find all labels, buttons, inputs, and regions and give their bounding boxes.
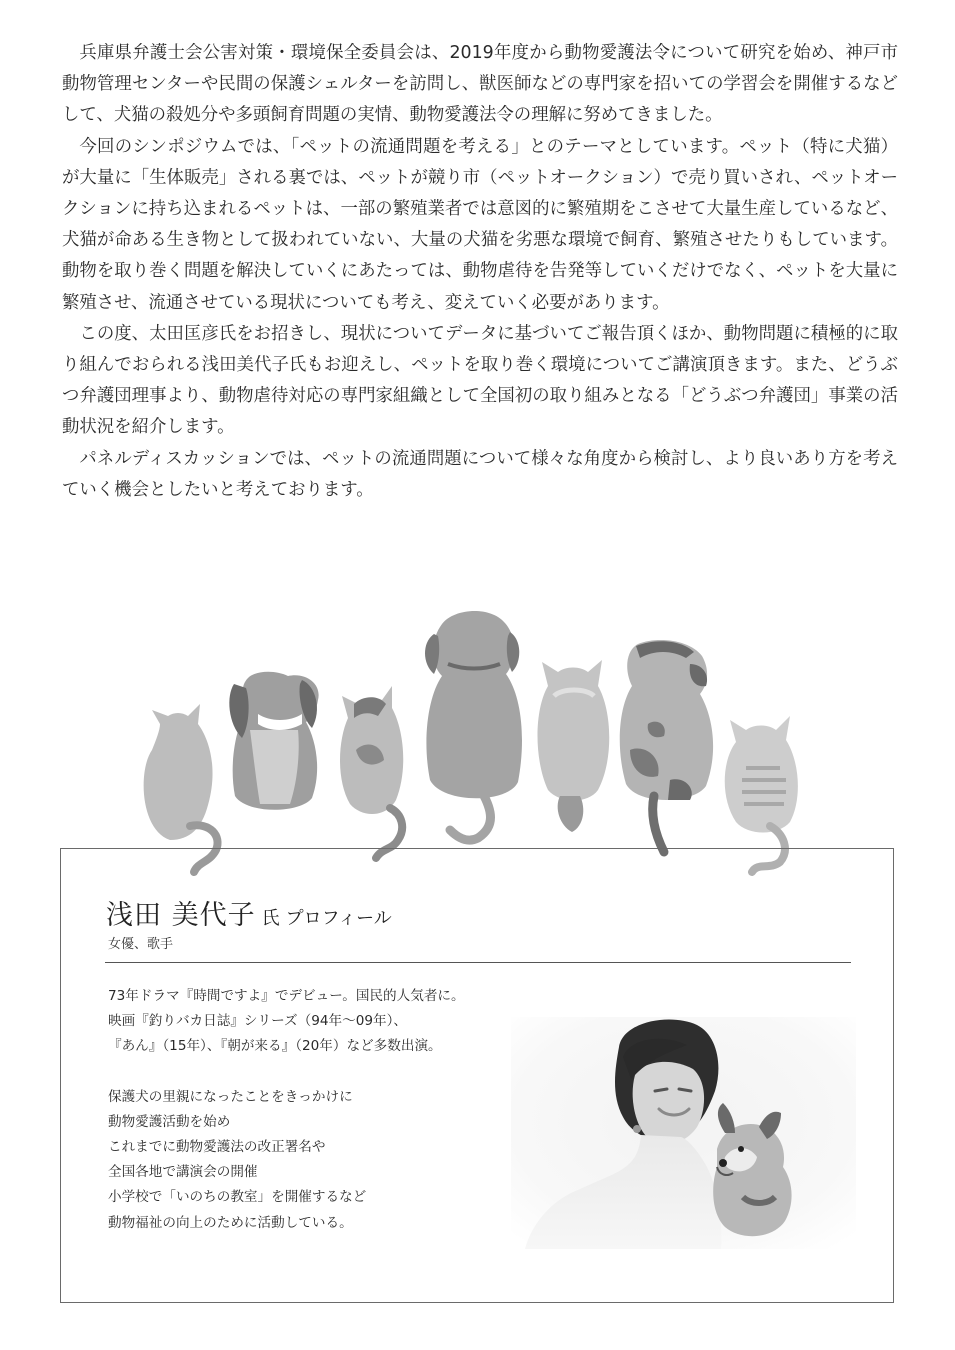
profile-name: 浅田 美代子 [106, 900, 256, 931]
dog-icon [425, 611, 522, 840]
intro-paragraph: 兵庫県弁護士会公害対策・環境保全委員会は、2019年度から動物愛護法令について研究を始め、神戸市動物管理センターや民間の保護シェルターを訪問し、獣医師などの専門家を招いての学習会を開催するなどして、犬猫の殺処分や多頭飼育問題の実情、動物愛護法令の理解に努めてきました。 [62, 43, 898, 126]
intro-text [62, 38, 898, 506]
bio-line: 『あん』（15年）、『朝が来る』（20年）など多数出演。 [108, 1038, 442, 1055]
divider [105, 962, 851, 963]
dog-icon [229, 672, 318, 810]
bio-line: これまでに動物愛護法の改正署名や [108, 1139, 326, 1156]
intro-paragraph: 今回のシンポジウムでは、「ペットの流通問題を考える」とのテーマとしています。ペット（特に犬猫）が大量に「生体販売」される裏では、ペットが競り市（ペットオークション）で売り買いされ、ペットオークションに持ち込まれるペットは、一部の繁殖業者では意図的に繁殖期をこさせて大量生産しているなど、犬猫が命ある生き物として扱われていない、大量の犬猫を劣悪な環境で飼育、繁殖させたりもしています。動物を取り巻く問題を解決していくにあたっては、動物虐待を告発等していくだけでなく、ペットを大量に繁殖させ、流通させている現状についても考え、変えていく必要があります。 [62, 136, 898, 313]
profile-label: プロフィール [285, 908, 392, 929]
intro-paragraph: この度、太田匡彦氏をお招きし、現状についてデータに基づいてご報告頂くほか、動物問題に積極的に取り組んでおられる浅田美代子氏もお迎えし、ペットを取り巻く環境についてご講演頂きます。また、どうぶつ弁護団理事より、動物虐待対応の専門家組織として全国初の取り組みとなる「どうぶつ弁護団」事業の活動状況を紹介します。 [62, 323, 898, 438]
cat-icon [340, 686, 403, 858]
profile-role: 女優、歌手 [108, 937, 174, 952]
profile-bio [108, 984, 548, 1236]
bio-line: 小学校で「いのちの教室」を開催するなど [108, 1189, 367, 1206]
profile-box [60, 848, 894, 1303]
bio-line: 保護犬の里親になったことをきっかけに [108, 1088, 353, 1105]
bio-line: 映画『釣りバカ日誌』シリーズ（94年～09年）、 [108, 1013, 407, 1030]
bio-line: 動物愛護活動を始め [108, 1113, 231, 1130]
bio-line: 全国各地で講演会の開催 [108, 1164, 258, 1181]
bio-line: 73年ドラマ『時間ですよ』でデビュー。国民的人気者に。 [108, 988, 465, 1004]
cat-icon [538, 660, 610, 832]
portrait-with-dog-photo [511, 1017, 856, 1249]
dog-icon [620, 640, 713, 852]
cat-icon [144, 704, 218, 872]
intro-paragraph: パネルディスカッションでは、ペットの流通問題について様々な角度から検討し、より良いあり方を考えていく機会としたいと考えております。 [62, 448, 898, 500]
spacer [108, 1060, 548, 1085]
bio-line: 動物福祉の向上のために活動している。 [108, 1214, 353, 1231]
profile-honorific: 氏 [261, 908, 280, 929]
profile-heading [106, 893, 392, 932]
